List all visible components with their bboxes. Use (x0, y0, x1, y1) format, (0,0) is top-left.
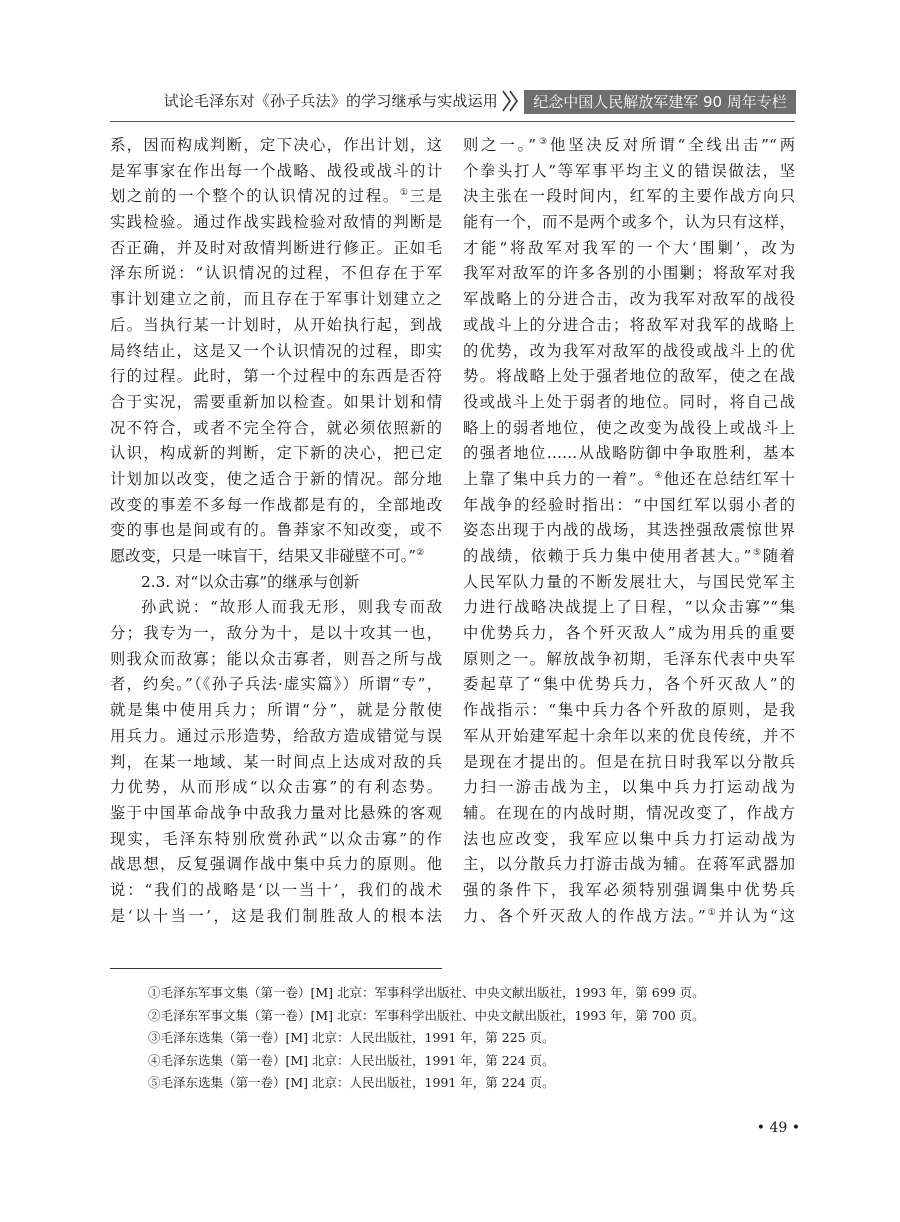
line-text: 年战争的经验时指出：“中国红军以弱小者的 (463, 495, 795, 514)
text-line (463, 261, 795, 287)
line-text: 是‘以十当一’，这是我们制胜敌人的根本法 (110, 906, 442, 925)
footnote: ②毛泽东军事文集（第一卷）[M] 北京：军事科学出版社、中央文献出版社，1993 年，第 700 页。 (148, 1007, 705, 1023)
line-text: 现实，毛泽东特别欣赏孙武“以众击寡”的作 (110, 829, 442, 848)
line-text: 他坚决反对所谓“全线出击”“两 (549, 136, 795, 154)
line-text: 我军对敌军的许多各别的小围剿；将敌军对我 (463, 264, 795, 283)
text-line (110, 775, 442, 801)
footnote-marker: ② (416, 547, 425, 558)
line-text: 势。将战略上处于强者地位的敌军，使之在战 (463, 367, 795, 386)
running-header (110, 84, 795, 118)
text-line (110, 904, 442, 930)
footnote-rule (110, 968, 442, 969)
line-text: 才能“将敌军对我军的一个大‘围剿’，改为 (463, 238, 795, 257)
text-line (110, 647, 442, 673)
footnote: ⑤毛泽东选集（第一卷）[M] 北京：人民出版社，1991 年，第 224 页。 (148, 1075, 555, 1090)
article-title-header: 试论毛泽东对《孙子兵法》的学习继承与实战运用 (163, 92, 498, 110)
text-line (463, 210, 795, 236)
text-line (110, 364, 442, 390)
text-line (463, 416, 795, 442)
text-line (463, 724, 795, 750)
footnote-marker: ⑤ (751, 547, 763, 558)
text-line (110, 390, 442, 416)
text-line (110, 493, 442, 519)
line-text: 委起草了“集中优势兵力，各个歼灭敌人”的 (463, 675, 795, 694)
text-line (463, 518, 795, 544)
text-line (110, 544, 442, 570)
line-text: 力扫一游击战为主，以集中兵力打运动战为 (463, 778, 795, 797)
line-text: 划之前的一个整个的认识情况的过程。 (110, 187, 400, 206)
line-text: 军战略上的分进合击，改为我军对敌军的战役 (463, 290, 795, 309)
line-text: 实践检验。通过作战实践检验对敌情的判断是 (110, 213, 442, 232)
double-chevron-icon (500, 88, 522, 114)
line-text: 判，在某一地域、某一时间点上达成对敌的兵 (110, 752, 442, 771)
text-line (463, 647, 795, 673)
text-line (463, 159, 795, 185)
line-text: 役或战斗上处于弱者的地位。同时，将自己战 (463, 392, 795, 411)
line-text: 就是集中使用兵力；所谓“分”，就是分散使 (110, 701, 442, 720)
text-line (110, 287, 442, 313)
section-heading (110, 570, 442, 596)
line-text: 况不符合，或者不完全符合，就必须依照新的 (110, 418, 442, 437)
left-column (110, 133, 442, 929)
text-line (110, 210, 442, 236)
line-text: 主，以分散兵力打游击战为辅。在蒋军武器加 (463, 855, 795, 874)
text-line (463, 339, 795, 365)
line-text: 计划加以改变，使之适合于新的情况。部分地 (110, 469, 442, 488)
text-line (463, 801, 795, 827)
line-text: 随着 (762, 547, 795, 565)
line-text: 作战指示：“集中兵力各个歼敌的原则，是我 (463, 701, 795, 720)
line-text: 系，因而构成判断，定下决心，作出计划，这 (110, 136, 442, 154)
text-line (463, 750, 795, 776)
line-text: 则我众而敌寡；能以众击寡者，则吾之所与战 (110, 649, 442, 668)
line-text: 是现在才提出的。但是在抗日时我军以分散兵 (463, 752, 795, 771)
column-title-band: 纪念中国人民解放军建军 90 周年专栏 (524, 90, 796, 114)
text-line (110, 236, 442, 262)
line-text: 后。当执行某一计划时，从开始执行起，到战 (110, 315, 442, 334)
line-text: 决主张在一段时间内，红军的主要作战方向只 (463, 187, 795, 206)
footnote-marker: ③ (536, 136, 550, 147)
line-text: 辅。在现在的内战时期，情况改变了，作战方 (463, 803, 795, 822)
line-text: 分；我专为一，敌分为十，是以十攻其一也， (110, 624, 442, 643)
text-line (463, 904, 795, 930)
text-line (110, 261, 442, 287)
text-line (110, 159, 442, 185)
line-text: 中优势兵力，各个歼灭敌人”成为用兵的重要 (463, 624, 795, 643)
line-text: 说：“我们的战略是‘以一当十’，我们的战术 (110, 880, 442, 899)
line-text: 是军事家在作出每一个战略、战役或战斗的计 (110, 161, 442, 180)
text-line (110, 801, 442, 827)
line-text: 力进行战略决战提上了日程，“以众击寡”“集 (463, 598, 795, 617)
text-line (463, 775, 795, 801)
text-line (463, 570, 795, 596)
footnote-marker: ① (705, 907, 718, 918)
text-line (463, 133, 795, 159)
text-line (110, 878, 442, 904)
line-text: 则之一。” (463, 136, 537, 154)
page-number: • 49 • (756, 1120, 800, 1136)
text-line (463, 672, 795, 698)
footnotes (148, 982, 788, 1095)
line-text: 或战斗上的分进合击；将敌军对我军的战略上 (463, 315, 795, 334)
line-text: 个拳头打人”等军事平均主义的错误做法，坚 (463, 161, 795, 180)
text-line (110, 184, 442, 210)
text-line (463, 621, 795, 647)
line-text: 泽东所说：“认识情况的过程，不但存在于军 (110, 264, 442, 283)
line-text: 认识，构成新的判断，定下新的决心，把已定 (110, 444, 442, 463)
text-line (463, 313, 795, 339)
text-line (463, 827, 795, 853)
text-line (463, 852, 795, 878)
line-text: 行的过程。此时，第一个过程中的东西是否符 (110, 367, 442, 386)
footnote: ③毛泽东选集（第一卷）[M] 北京：人民出版社，1991 年，第 225 页。 (148, 1030, 555, 1045)
line-text: 三是 (409, 187, 442, 206)
text-line (110, 467, 442, 493)
text-line (463, 493, 795, 519)
line-text: 改变的事差不多每一作战都是有的，全部地改 (110, 495, 442, 514)
text-line (110, 518, 442, 544)
line-text: 变的事也是间或有的。鲁莽家不知改变，或不 (110, 521, 442, 540)
line-text: 上靠了集中兵力的一着”。 (463, 469, 655, 488)
text-line (110, 724, 442, 750)
text-line (463, 467, 795, 493)
text-line (110, 750, 442, 776)
text-line (463, 236, 795, 262)
text-line (463, 878, 795, 904)
line-text: 者，约矣。”（《孙子兵法·虚实篇》）所谓“专”， (110, 675, 442, 694)
line-text: 强的条件下，我军必须特别强调集中优势兵 (463, 880, 795, 899)
text-line (110, 852, 442, 878)
text-line (110, 698, 442, 724)
line-text: 鉴于中国革命战争中敌我力量对比悬殊的客观 (110, 803, 442, 822)
text-line (110, 595, 442, 621)
line-text: 愿改变，只是一味盲干，结果又非碰壁不可。” (110, 547, 417, 565)
line-text: 能有一个，而不是两个或多个，认为只有这样， (463, 213, 795, 232)
line-text: 军从开始建军起十余年以来的优良传统，并不 (463, 726, 795, 745)
line-text: 他还在总结红军十 (663, 469, 795, 488)
text-line (110, 827, 442, 853)
line-text: 力、各个歼灭敌人的作战方法。” (463, 906, 706, 925)
line-text: 的战绩，依赖于兵力集中使用者甚大。” (463, 547, 752, 565)
text-line (463, 441, 795, 467)
text-line (110, 621, 442, 647)
text-line (463, 364, 795, 390)
text-line (463, 184, 795, 210)
text-line (110, 339, 442, 365)
line-text: 并认为“这 (717, 906, 795, 925)
header-rule (110, 121, 795, 122)
text-line (110, 313, 442, 339)
line-text: 略上的弱者地位，使之改变为战役上或战斗上 (463, 418, 795, 437)
line-text: 力优势，从而形成“以众击寡”的有利态势。 (110, 778, 442, 797)
footnote-marker: ① (399, 188, 410, 199)
footnote: ①毛泽东军事文集（第一卷）[M] 北京：军事科学出版社、中央文献出版社，1993 年，第 699 页。 (148, 985, 705, 1000)
line-text: 孙武说：“故形人而我无形，则我专而敌 (141, 598, 442, 617)
line-text: 法也应改变，我军应以集中兵力打运动战为 (463, 829, 795, 848)
line-text: 局终结止，这是又一个认识情况的过程，即实 (110, 341, 442, 360)
line-text: 事计划建立之前，而且存在于军事计划建立之 (110, 290, 442, 309)
text-line (463, 544, 795, 570)
text-line (463, 698, 795, 724)
line-text: 用兵力。通过示形造势，给敌方造成错觉与误 (110, 726, 442, 745)
text-line (110, 672, 442, 698)
text-line (110, 441, 442, 467)
text-line (110, 416, 442, 442)
line-text: 战思想，反复强调作战中集中兵力的原则。他 (110, 855, 442, 874)
footnote-marker: ④ (654, 470, 664, 481)
line-text: 原则之一。解放战争初期，毛泽东代表中央军 (463, 649, 795, 668)
text-line (110, 133, 442, 159)
line-text: 的优势，改为我军对敌军的战役或战斗上的优 (463, 341, 795, 360)
right-column (463, 133, 795, 929)
line-text: 否正确，并及时对敌情判断进行修正。正如毛 (110, 238, 442, 257)
line-text: 人民军队力量的不断发展壮大，与国民党军主 (463, 572, 795, 591)
line-text: 姿态出现于内战的战场，其迭挫强敌震惊世界 (463, 521, 795, 540)
text-line (463, 390, 795, 416)
text-line (463, 287, 795, 313)
line-text: 合于实况，需要重新加以检查。如果计划和情 (110, 392, 442, 411)
text-line (463, 595, 795, 621)
footnote: ④毛泽东选集（第一卷）[M] 北京：人民出版社，1991 年，第 224 页。 (148, 1052, 555, 1068)
line-text: 的强者地位……从战略防御中争取胜利，基本 (463, 444, 795, 463)
line-text: 2.3. 对“以众击寡”的继承与创新 (141, 572, 359, 591)
